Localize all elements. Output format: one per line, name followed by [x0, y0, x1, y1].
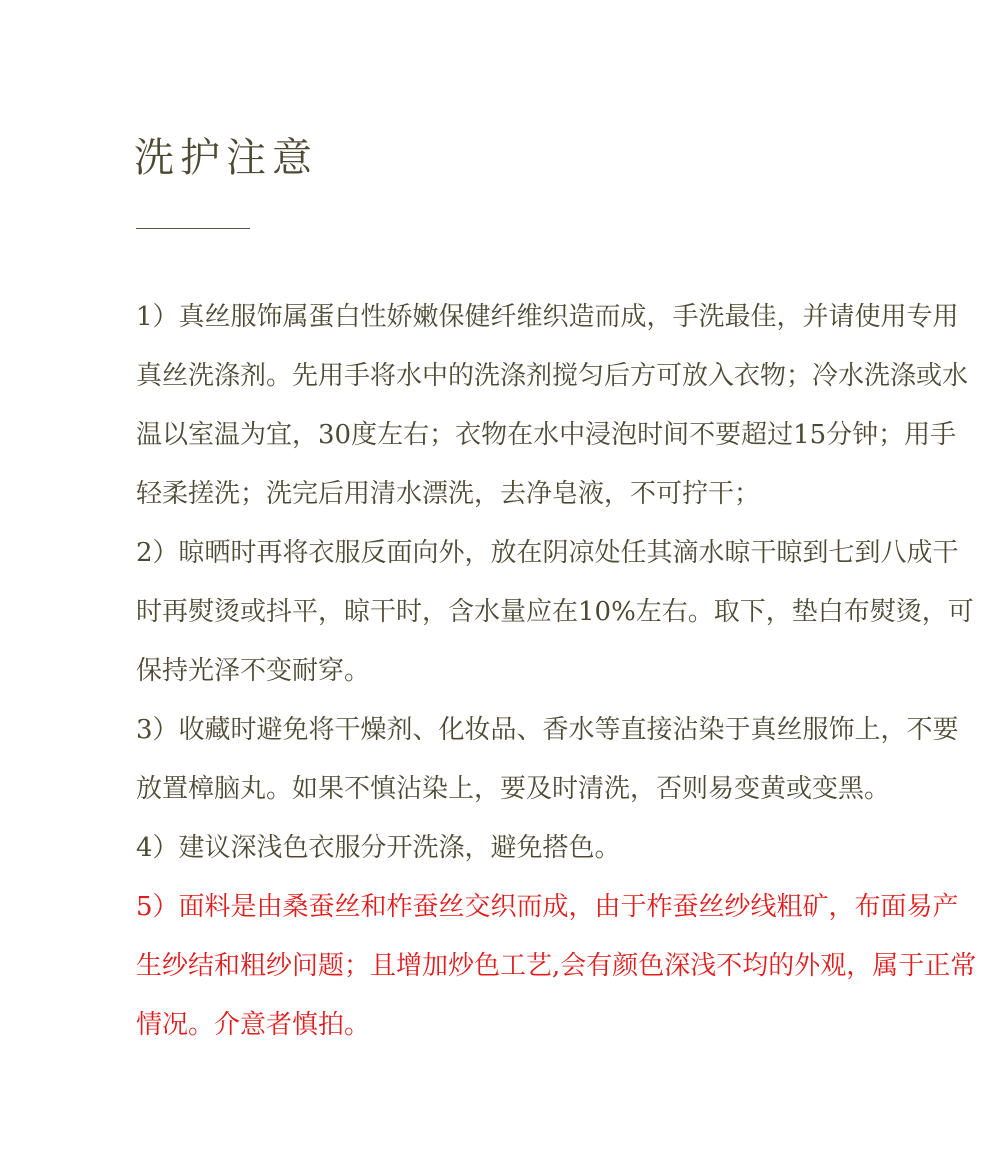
- care-item-1: 1）真丝服饰属蛋白性娇嫩保健纤维织造而成，手洗最佳，并请使用专用真丝洗涤剂。先用手将水中的洗涤剂搅匀后方可放入衣物；冷水洗涤或水温以室温为宜，30度左右；衣物在水中浸泡时间不要超过15分钟；用手轻柔搓洗；洗完后用清水漂洗，去净皂液，不可拧干；: [136, 302, 969, 509]
- care-item-2: 2）晾晒时再将衣服反面向外，放在阴凉处任其滴水晾干晾到七到八成干时再熨烫或抖平，晾干时，含水量应在10%左右。取下，垫白布熨烫，可保持光泽不变耐穿。: [136, 538, 974, 686]
- page-title: 洗护注意: [134, 135, 318, 181]
- title-divider: [136, 228, 250, 229]
- care-item-3: 3）收藏时避免将干燥剂、化妆品、香水等直接沾染于真丝服饰上，不要放置樟脑丸。如果不慎沾染上，要及时清洗，否则易变黄或变黑。: [136, 715, 959, 804]
- care-item-4: 4）建议深浅色衣服分开洗涤，避免搭色。: [136, 833, 621, 863]
- care-item-5-warning: 5）面料是由桑蚕丝和柞蚕丝交织而成，由于柞蚕丝纱线粗矿，布面易产生纱结和粗纱问题；且增加炒色工艺,会有颜色深浅不均的外观，属于正常情况。介意者慎拍。: [136, 892, 977, 1040]
- care-instructions: [136, 288, 982, 1055]
